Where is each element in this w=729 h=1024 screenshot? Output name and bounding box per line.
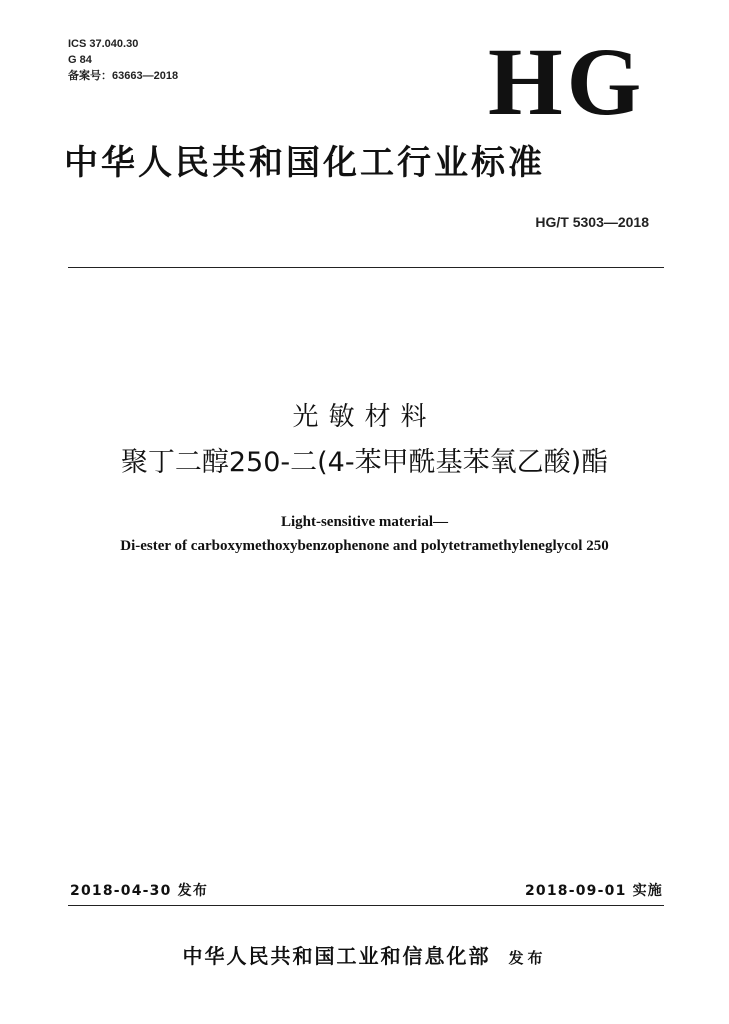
ics-code: ICS 37.040.30 [68, 38, 139, 50]
implementation-date: 2018-09-01 实施 [524, 883, 663, 899]
title-en-line1: Light-sensitive material— [280, 514, 449, 530]
classification-block [68, 36, 178, 84]
issue-date: 2018-04-30 发布 [70, 883, 209, 899]
title-cn-line2: 聚丁二醇250-二(4-苯甲酰基苯氧乙酸)酯 [120, 447, 609, 478]
title-cn-line1: 光敏材料 [292, 402, 437, 432]
header-divider [68, 267, 664, 268]
publisher-action: 发布 [508, 949, 547, 967]
hg-logo: HG [488, 28, 646, 135]
publisher-line [0, 940, 729, 969]
standard-number: HG/T 5303—2018 [535, 214, 649, 230]
standard-type-heading: 中华人民共和国化工行业标准 [64, 143, 545, 183]
category-code: G 84 [68, 54, 92, 66]
title-en-line2: Di-ester of carboxymethoxybenzophenone and polytetramethyleneglycol 250 [120, 538, 609, 554]
record-number: 备案号：63663—2018 [68, 70, 179, 82]
publisher-name: 中华人民共和国工业和信息化部 [182, 944, 491, 968]
footer-divider [68, 905, 664, 906]
